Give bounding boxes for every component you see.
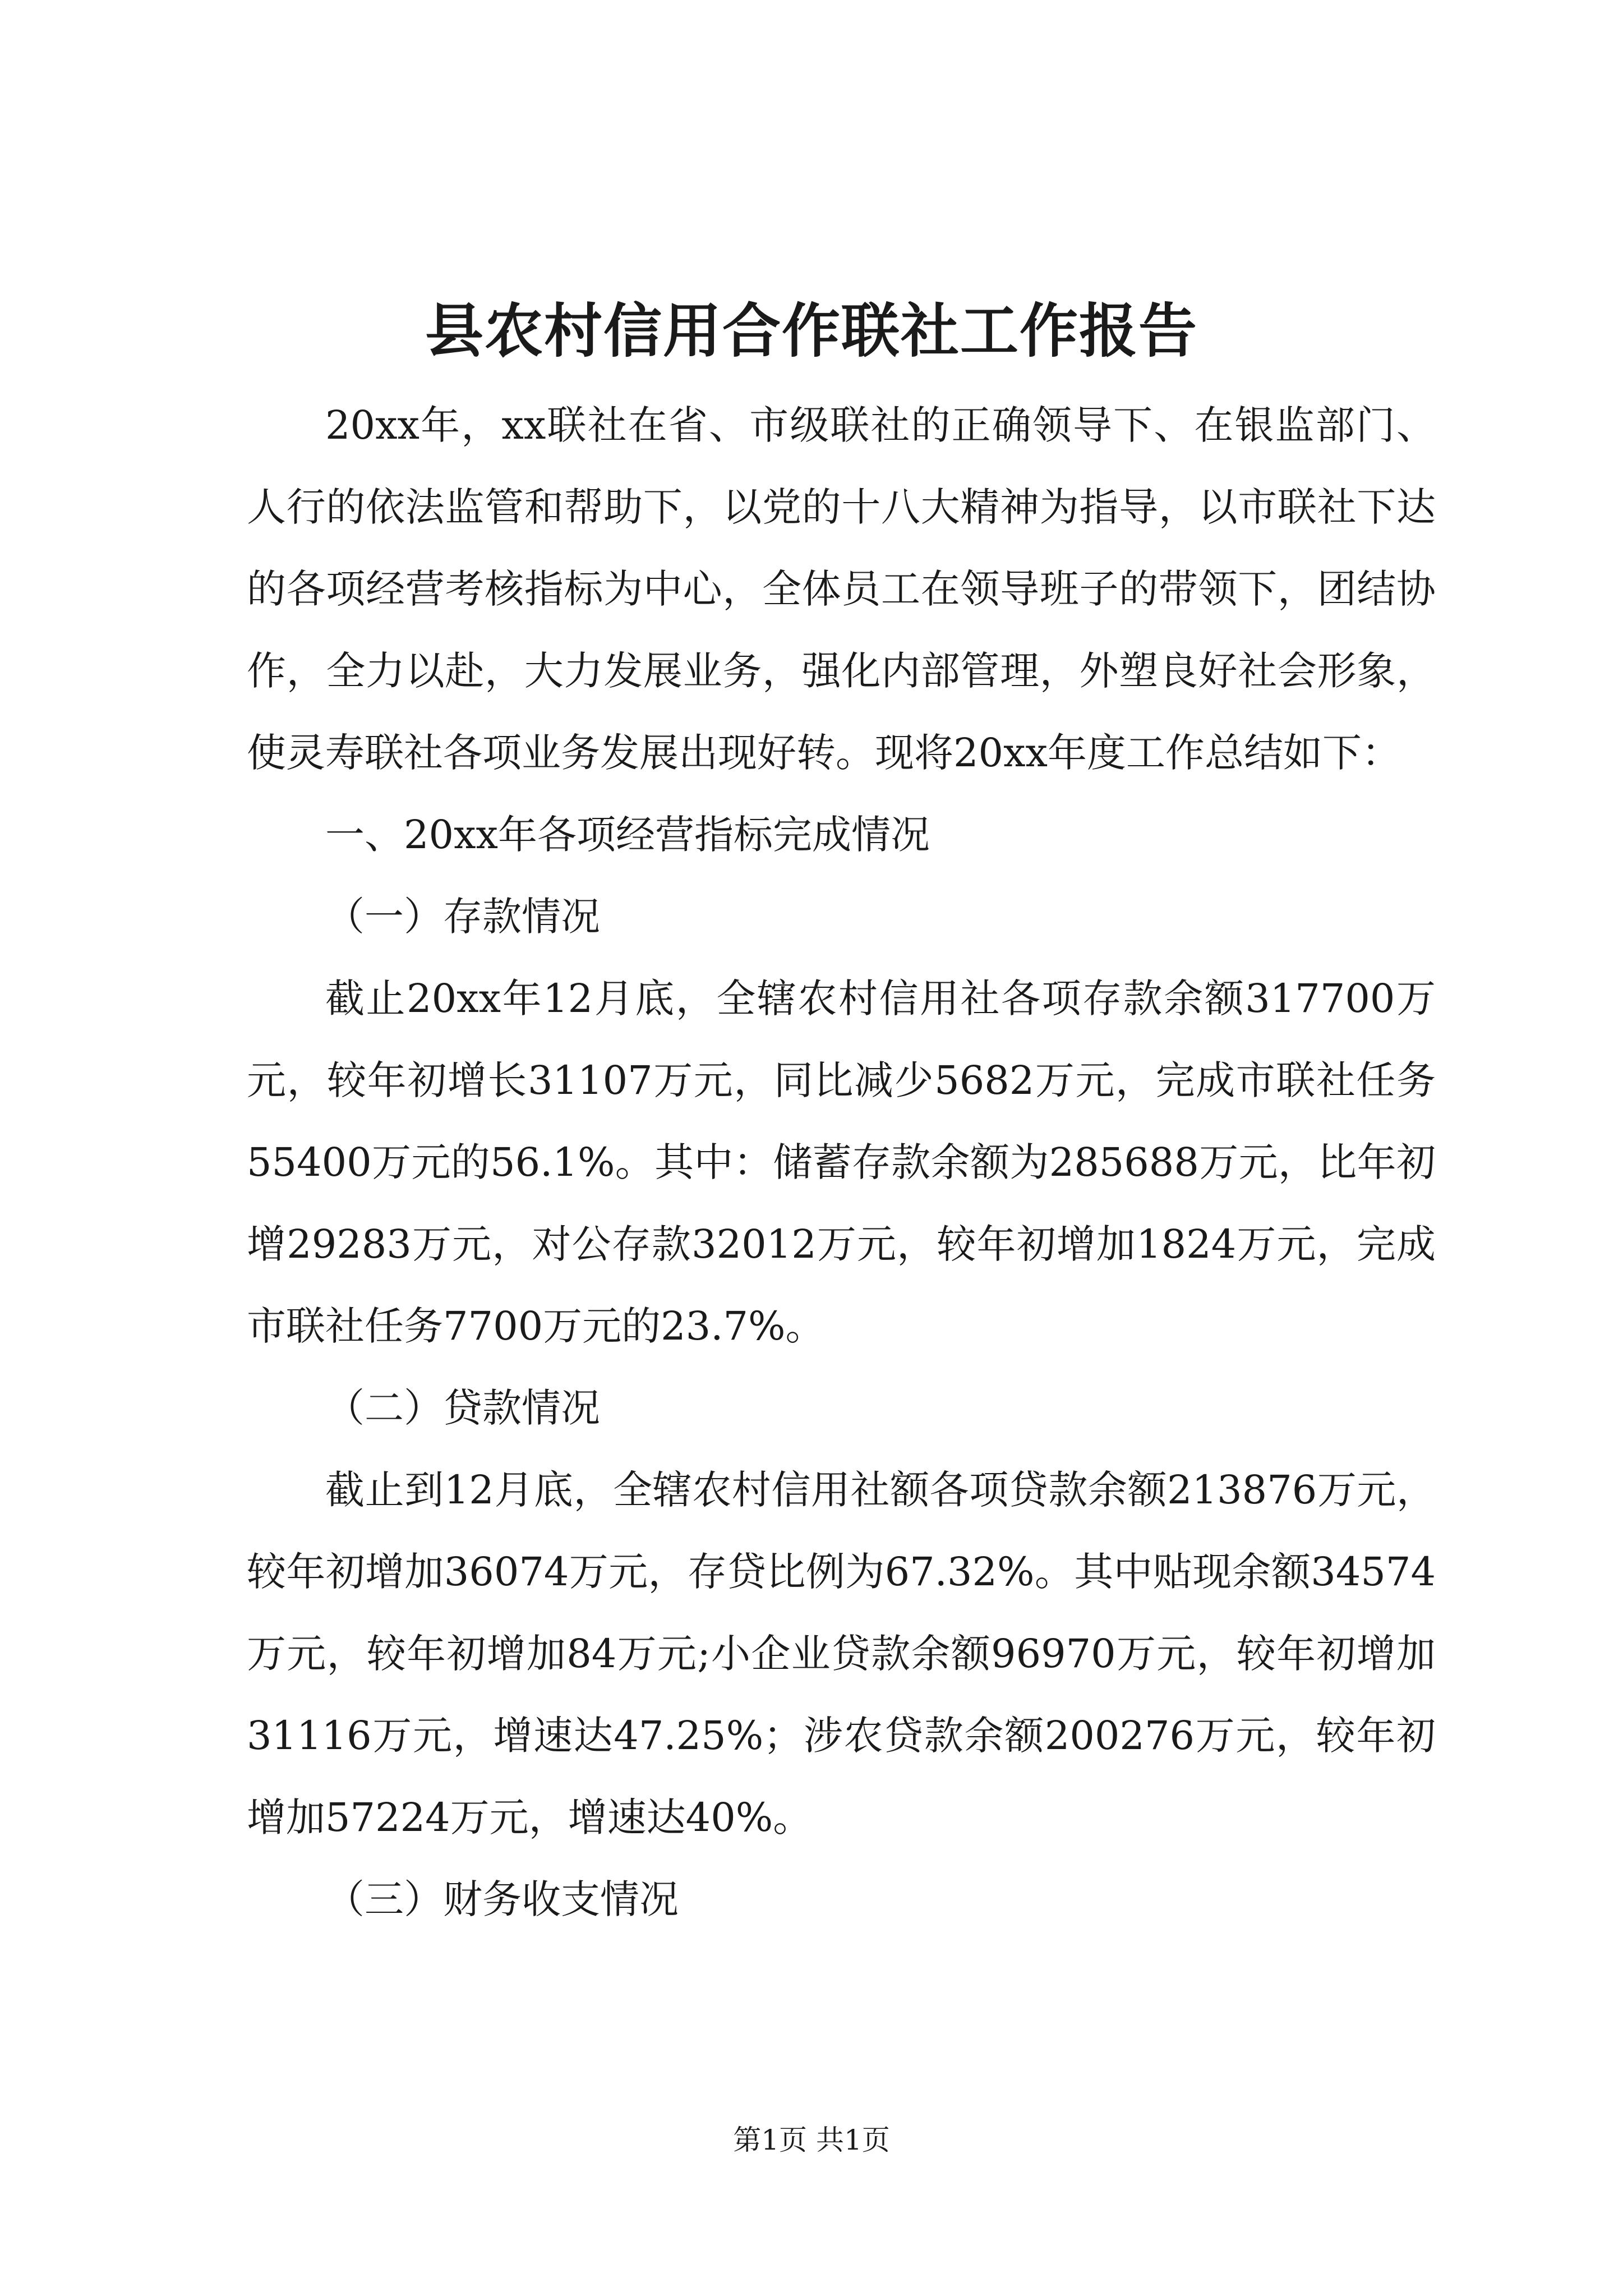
subsection-heading-finance: （三）财务收支情况 (325, 1876, 679, 1922)
deposits-paragraph: 截止20xx年12月底，全辖农村信用社各项存款余额317700万元，较年初增长31107万元，同比减少5682万元，完成市联社任务55400万元的56.1%。其中：储蓄存款余额为285688万元，比年初增29283万元，对公存款32012万元，较年初增加1824万元，完成市联社任务7700万元的23.7%。 (247, 976, 1436, 1349)
loans-paragraph: 截止到12月底，全辖农村信用社额各项贷款余额213876万元，较年初增加36074万元，存贷比例为67.32%。其中贴现余额34574万元，较年初增加84万元;小企业贷款余额96970万元，较年初增加31116万元，增速达47.25%；涉农贷款余额200276万元，较年初增加57224万元，增速达40%。 (247, 1467, 1436, 1841)
subsection-heading-deposits: （一）存款情况 (325, 894, 600, 940)
document-body (247, 384, 1436, 1940)
subsection-heading-loans: （二）贷款情况 (325, 1385, 600, 1431)
document-title: 县农村信用合作联社工作报告 (425, 296, 1198, 365)
section-heading-indicators: 一、20xx年各项经营指标完成情况 (325, 812, 930, 858)
intro-paragraph: 20xx年，xx联社在省、市级联社的正确领导下、在银监部门、人行的依法监管和帮助下，以党的十八大精神为指导，以市联社下达的各项经营考核指标为中心，全体员工在领导班子的带领下，团结协作，全力以赴，大力发展业务，强化内部管理，外塑良好社会形象，使灵寿联社各项业务发展出现好转。现将20xx年度工作总结如下： (247, 402, 1436, 776)
page-number-footer: 第1页 共1页 (733, 2124, 890, 2156)
